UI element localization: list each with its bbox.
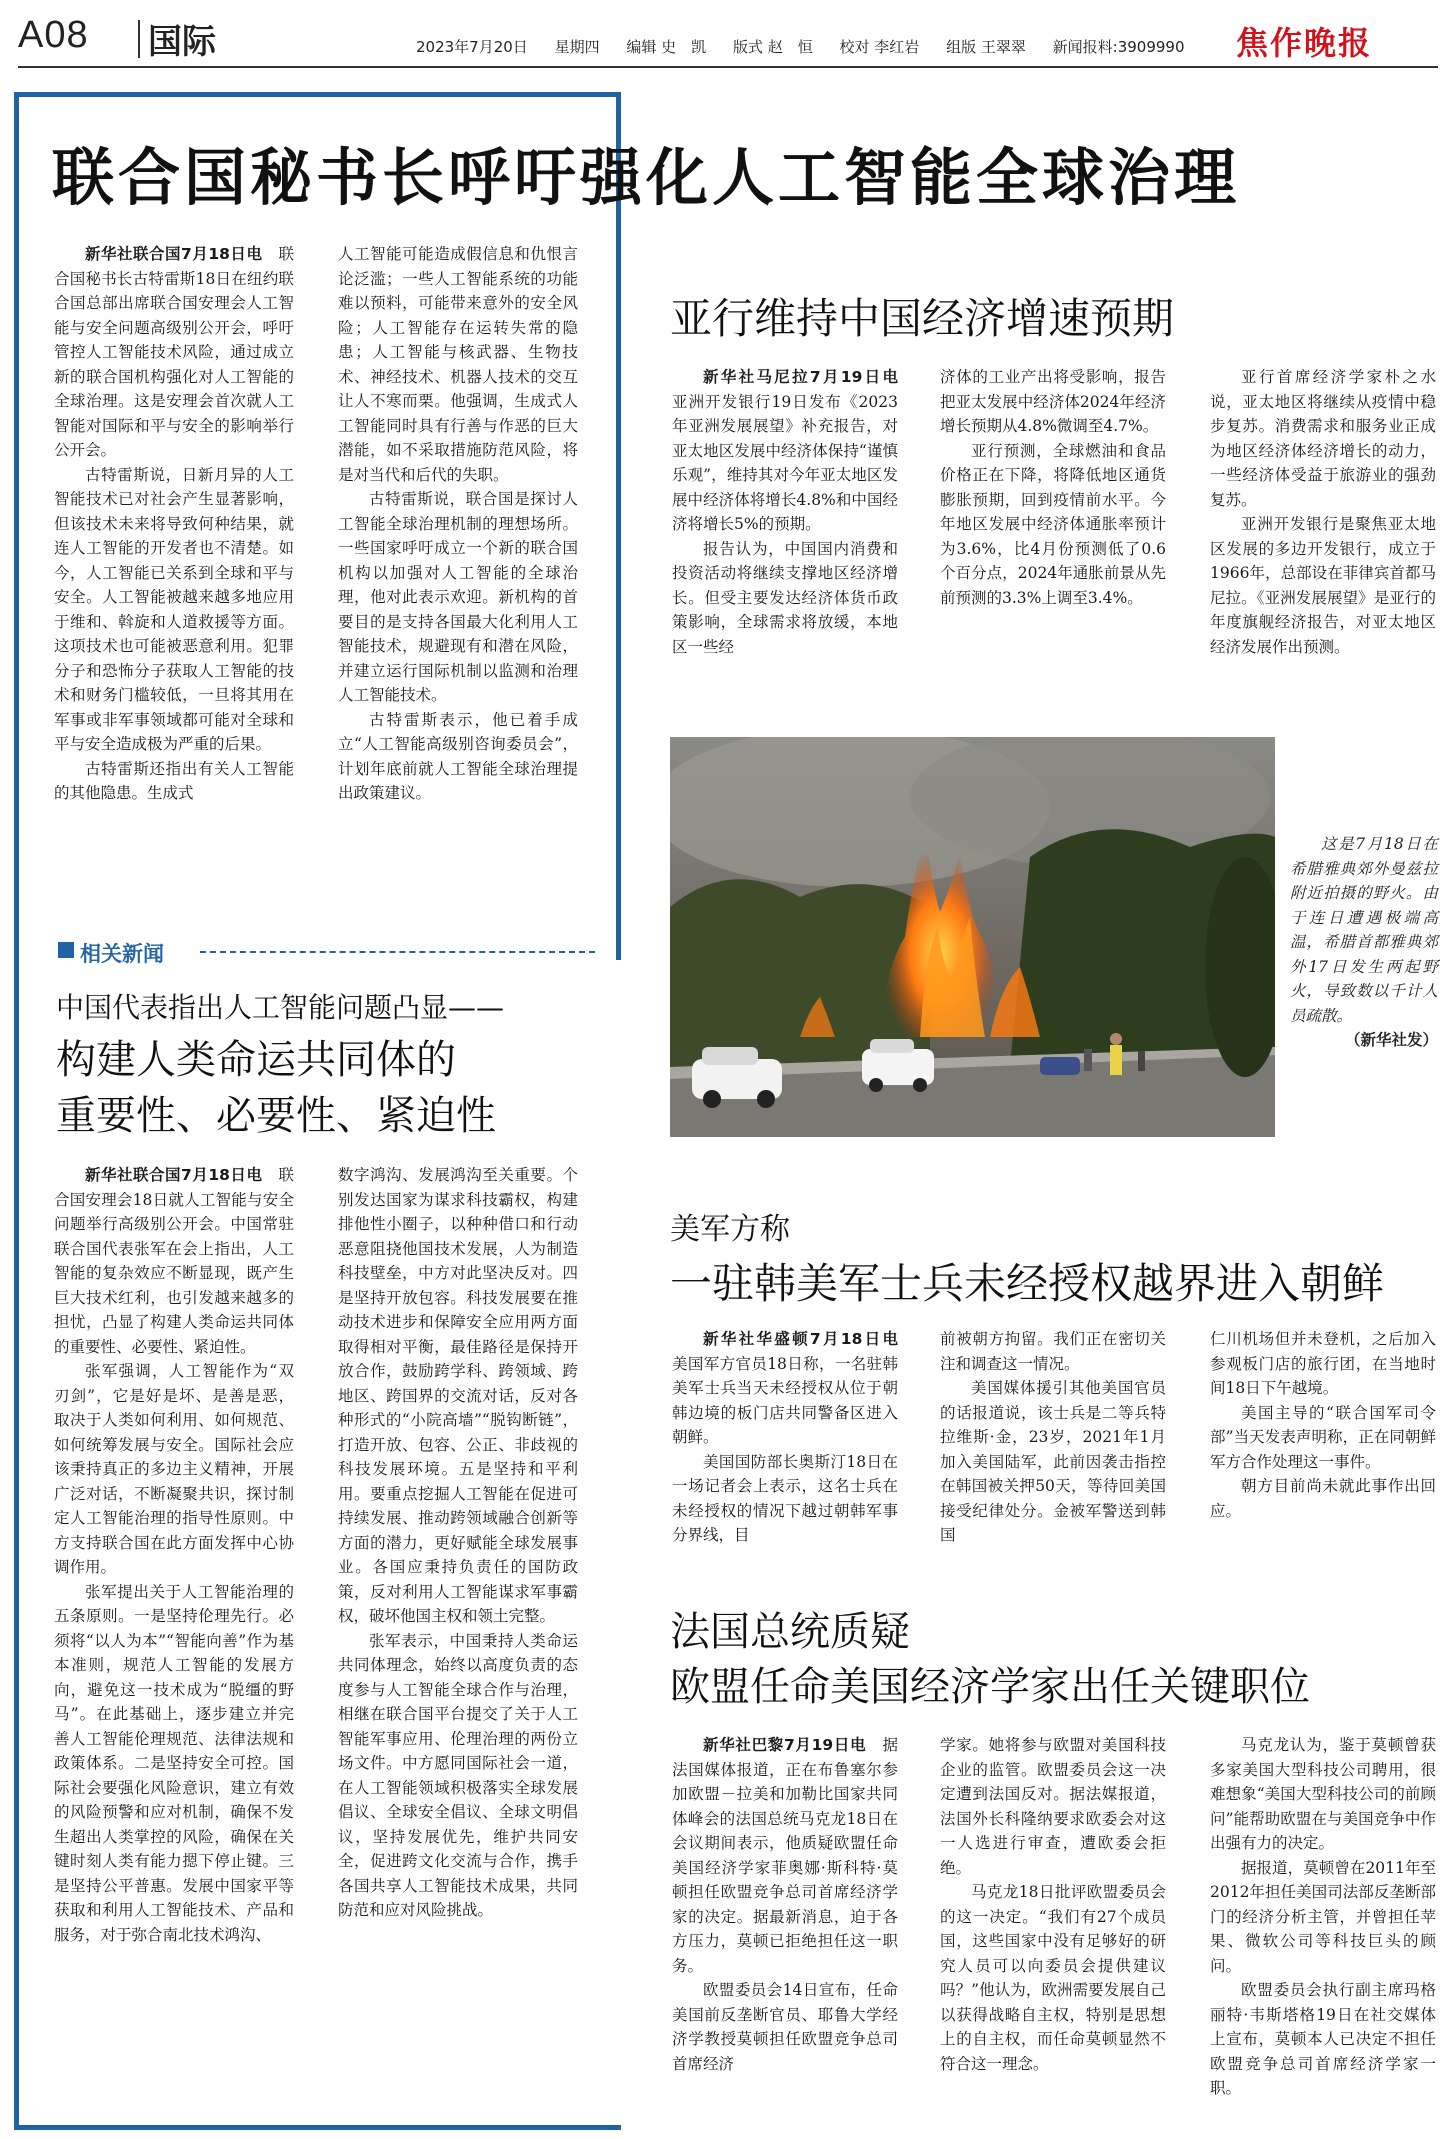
usk-kicker: 美军方称 [670, 1212, 790, 1247]
usk-col3-para3: 朝方目前尚未就此事作出回应。 [1210, 1477, 1436, 1520]
main-col2-para2: 古特雷斯说，联合国是探讨人工智能全球治理机制的理想场所。一些国家呼吁成立一个新的联合国机构以加强对人工智能的全球治理，他对此表示欢迎。新机构的首要目的是支持各国最大化利用人工智能技术，规避现有和潜在风险，并建立运行国际机制以监测和治理人工智能技术。 [338, 490, 578, 704]
header-info [416, 36, 1207, 57]
usk-article-col2 [940, 1327, 1166, 1548]
related-dateline: 新华社联合国7月18日电 [85, 1166, 263, 1184]
adb-col3-para2: 亚洲开发银行是聚焦亚太地区发展的多边开发银行，成立于1966年，总部设在菲律宾首都马尼拉。《亚洲发展展望》是亚行的年度旗舰经济报告，对亚太地区经济发展作出预测。 [1210, 515, 1436, 656]
usk-headline: 一驻韩美军士兵未经授权越界进入朝鲜 [670, 1259, 1385, 1308]
usk-col1-para2: 美国国防部长奥斯汀18日在一场记者会上表示，这名士兵在未经授权的情况下越过朝韩军事分界线，目 [672, 1452, 898, 1544]
fr-article-col1 [672, 1733, 898, 2076]
issue-date: 2023年7月20日 [416, 38, 528, 56]
fr-article-col2 [940, 1733, 1166, 2076]
main-dateline: 新华社联合国7月18日电 [85, 245, 263, 263]
main-col1-para1: 联合国秘书长古特雷斯18日在纽约联合国总部出席联合国安理会人工智能与安全问题高级别公开会，呼吁管控人工智能技术风险，通过成立新的联合国机构强化对人工智能的全球治理。这是安理会首次就人工智能对国际和平与安全的影响举行公开会。 [54, 245, 294, 459]
wildfire-photo-image [670, 737, 1275, 1137]
related-news-dashline [200, 951, 595, 953]
group-credit: 组版 王翠翠 [946, 38, 1026, 56]
header-divider [138, 20, 140, 58]
fr-headline-line1: 法国总统质疑 [670, 1609, 910, 1655]
adb-article-col1 [672, 365, 898, 659]
newspaper-logo: 焦作晚报 [1236, 24, 1373, 62]
fr-headline-line2: 欧盟任命美国经济学家出任关键职位 [670, 1664, 1310, 1710]
layout-credit: 版式 赵 恒 [732, 38, 813, 56]
frame-border-right [616, 92, 621, 960]
fr-dateline: 新华社巴黎7月19日电 [703, 1736, 867, 1754]
adb-col3-para1: 亚行首席经济学家朴之水说，亚太地区将继续从疫情中稳步复苏。消费需求和服务业正成为地区经济体经济增长的动力，一些经济体受益于旅游业的强劲复苏。 [1210, 368, 1436, 509]
usk-col3-para2: 美国主导的“联合国军司令部”当天发表声明称，正在同朝鲜军方合作处理这一事件。 [1210, 1403, 1436, 1471]
adb-article-col3 [1210, 365, 1436, 659]
fr-col2-para1: 学家。她将参与欧盟对美国科技企业的监管。欧盟委员会这一决定遭到法国反对。据法媒报道，法国外长科隆纳要求欧委会对这一人选进行审查，遭欧委会拒绝。 [940, 1736, 1166, 1877]
fr-col3-para1: 马克龙认为，鉴于莫顿曾获多家美国大型科技公司聘用，很难想象“美国大型科技公司的前顾问”能帮助欧盟在与美国竞争中作出强有力的决定。 [1210, 1736, 1436, 1852]
related-col1-para2: 张军强调，人工智能作为“双刃剑”，它是好是坏、是善是恶，取决于人类如何利用、如何规范、如何统筹发展与安全。国际社会应该秉持真正的多边主义精神，开展广泛对话，不断凝聚共识，探讨制定人工智能治理的指导性原则。中方支持联合国在此方面发挥中心协调作用。 [54, 1362, 294, 1576]
weekday: 星期四 [554, 38, 600, 56]
related-kicker: 中国代表指出人工智能问题凸显—— [56, 991, 505, 1024]
fr-col3-para2: 据报道，莫顿曾在2011年至2012年担任美国司法部反垄断部门的经济分析主管，并曾担任苹果、微软公司等科技巨头的顾问。 [1210, 1858, 1436, 1975]
usk-col2-para2: 美国媒体援引其他美国官员的话报道说，该士兵是二等兵特拉维斯·金，23岁，2021年1月加入美国陆军，此前因袭击指控在韩国被关押50天，等待回美国接受纪律处分。金被军警送到韩国 [940, 1379, 1166, 1544]
main-col1-para3: 古特雷斯还指出有关人工智能的其他隐患。生成式 [54, 759, 294, 802]
fr-article-col3 [1210, 1733, 1436, 2101]
main-article-col2 [338, 242, 578, 806]
usk-dateline: 新华社华盛顿7月18日电 [703, 1330, 898, 1348]
usk-article-col3 [1210, 1327, 1436, 1523]
main-col2-para1: 人工智能可能造成假信息和仇恨言论泛滥；一些人工智能系统的功能难以预料，可能带来意外的安全风险；人工智能存在运转失常的隐患；人工智能与核武器、生物技术、神经技术、机器人技术的交互让人不寒而栗。他强调，生成式人工智能同时具有行善与作恶的巨大潜能，如不采取措施防范风险，将是对当代和后代的失职。 [338, 245, 578, 484]
fr-col1-para2: 欧盟委员会14日宣布，任命美国前反垄断官员、耶鲁大学经济学教授莫顿担任欧盟竞争总司首席经济 [672, 1981, 898, 2073]
header-rule [18, 66, 1438, 68]
photo-credit: （新华社发） [1344, 1030, 1438, 1049]
related-title-line2: 重要性、必要性、紧迫性 [56, 1093, 496, 1139]
main-col1-para2: 古特雷斯说，日新月异的人工智能技术已对社会产生显著影响，但该技术未来将导致何种结果，就连人工智能的开发者也不清楚。如今，人工智能已关系到全球和平与安全。人工智能被越来越多地应用于维和、斡旋和人道救援等方面。这项技术也可能被恶意利用。犯罪分子和恐怖分子获取人工智能的技术和财务门槛较低，一旦将其用在军事或非军事领域都可能对全球和平与安全造成极为严重的后果。 [54, 465, 294, 753]
photo-caption-text: 这是7月18日在希腊雅典郊外曼兹拉附近拍摄的野火。由于连日遭遇极端高温，希腊首都雅典郊外17日发生两起野火，导致数以千计人员疏散。 [1290, 835, 1438, 1025]
fr-col2-para2: 马克龙18日批评欧盟委员会的这一决定。“我们有27个成员国，这些国家中没有足够好的研究人员可以向委员会提供建议吗？”他认为，欧洲需要发展自己以获得战略自主权，特别是思想上的自主权，而任命莫顿显然不符合这一理念。 [940, 1883, 1166, 2073]
section-name: 国际 [148, 22, 216, 62]
adb-col2-para1: 济体的工业产出将受影响，报告把亚太发展中经济体2024年经济增长预期从4.8%微调至4.7%。 [940, 368, 1166, 435]
related-title-line1: 构建人类命运共同体的 [56, 1037, 456, 1083]
photo-caption [1290, 832, 1438, 1053]
main-col2-para3: 古特雷斯表示，他已着手成立“人工智能高级别咨询委员会”，计划年底前就人工智能全球治理提出政策建议。 [338, 710, 578, 802]
adb-col1-para1: 亚洲开发银行19日发布《2023年亚洲发展展望》补充报告，对亚太地区发展中经济体保持“谨慎乐观”，维持其对今年亚太地区发展中经济体将增长4.8%和中国经济将增长5%的预期。 [672, 392, 898, 533]
usk-col3-para1: 仁川机场但并未登机，之后加入参观板门店的旅行团，在当地时间18日下午越境。 [1210, 1330, 1436, 1397]
main-headline: 联合国秘书长呼吁强化人工智能全球治理 [52, 141, 1241, 214]
editor-credit: 编辑 史 凯 [626, 38, 707, 56]
adb-article-col2 [940, 365, 1166, 610]
page-number: A08 [18, 14, 89, 56]
usk-col1-para1: 美国军方官员18日称，一名驻韩美军士兵当天未经授权从位于朝韩边境的板门店共同警备区进入朝鲜。 [672, 1354, 898, 1446]
frame-border-top [14, 92, 621, 97]
fr-col1-para1: 据法国媒体报道，正在布鲁塞尔参加欧盟－拉美和加勒比国家共同体峰会的法国总统马克龙18日在会议期间表示，他质疑欧盟任命美国经济学家菲奥娜·斯科特·莫顿担任欧盟竞争总司首席经济学家的决定。据最新消息，迫于各方压力，莫顿已拒绝担任这一职务。 [672, 1736, 898, 1975]
related-col1-para1: 联合国安理会18日就人工智能与安全问题举行高级别公开会。中国常驻联合国代表张军在会上指出，人工智能的复杂效应不断显现，既产生巨大技术红利，也引发越来越多的担忧，凸显了构建人类命运共同体的重要性、必要性、紧迫性。 [54, 1166, 294, 1356]
related-article-col1 [54, 1163, 294, 1947]
main-article-col1 [54, 242, 294, 806]
adb-headline: 亚行维持中国经济增速预期 [670, 294, 1175, 343]
related-news-tag: 相关新闻 [80, 942, 164, 966]
fr-col3-para3: 欧盟委员会执行副主席玛格丽特·韦斯塔格19日在社交媒体上宣布，莫顿本人已决定不担任欧盟竞争总司首席经济学家一职。 [1210, 1981, 1436, 2097]
adb-col2-para2: 亚行预测，全球燃油和食品价格正在下降，将降低地区通货膨胀预期，回到疫情前水平。今年地区发展中经济体通胀率预计为3.6%，比4月份预测低了0.6个百分点，2024年通胀前景从先前预测的3.3%上调至3.4%。 [940, 441, 1166, 607]
related-news-marker [58, 942, 74, 958]
adb-col1-para2: 报告认为，中国国内消费和投资活动将继续支撑地区经济增长。但受主要发达经济体货币政策影响，全球需求将放缓，本地区一些经 [672, 539, 898, 656]
frame-border-left [14, 92, 19, 2130]
related-col2-para2: 张军表示，中国秉持人类命运共同体理念，始终以高度负责的态度参与人工智能全球合作与治理，相继在联合国平台提交了关于人工智能军事应用、伦理治理的两份立场文件。中方愿同国际社会一道，在人工智能领域积极落实全球发展倡议、全球安全倡议、全球文明倡议，坚持发展优先，维护共同安全，促进跨文化交流与合作，携手各国共享人工智能技术成果，共同防范和应对风险挑战。 [338, 1631, 578, 1919]
news-hotline: 新闻报料:3909990 [1052, 38, 1185, 56]
related-col2-para1: 数字鸿沟、发展鸿沟至关重要。个别发达国家为谋求科技霸权，构建排他性小圈子，以种种借口和行动恶意阻挠他国技术发展，人为制造科技壁垒，中方对此坚决反对。四是坚持开放包容。科技发展要在推动技术进步和保障安全应用两方面取得相对平衡，最佳路径是保持开放合作，鼓励跨学科、跨领域、跨地区、跨国界的交流对话，反对各种形式的“小院高墙”“脱钩断链”，打造开放、包容、公正、非歧视的科技发展环境。五是坚持和平利用。要重点挖掘人工智能在促进可持续发展、推动跨领域融合创新等方面的潜力，更好赋能全球发展事业。各国应秉持负责任的国防政策，反对利用人工智能谋求军事霸权，破坏他国主权和领土完整。 [338, 1166, 578, 1625]
wildfire-photo [670, 737, 1275, 1137]
related-article-col2 [338, 1163, 578, 1923]
proof-credit: 校对 李红岩 [839, 38, 920, 56]
adb-dateline: 新华社马尼拉7月19日电 [703, 368, 898, 386]
frame-border-bottom [14, 2125, 621, 2130]
usk-col2-para1: 前被朝方拘留。我们正在密切关注和调查这一情况。 [940, 1330, 1166, 1373]
usk-article-col1 [672, 1327, 898, 1548]
related-col1-para3: 张军提出关于人工智能治理的五条原则。一是坚持伦理先行。必须将“以人为本”“智能向善”作为基本准则，规范人工智能的发展方向，避免这一技术成为“脱缰的野马”。在此基础上，逐步建立并完善人工智能伦理规范、法律法规和政策体系。二是坚持安全可控。国际社会要强化风险意识，建立有效的风险预警和应对机制，确保不发生超出人类掌控的风险，确保在关键时刻人类有能力摁下停止键。三是坚持公平普惠。发展中国家平等获取和利用人工智能技术、产品和服务，对于弥合南北技术鸿沟、 [54, 1582, 294, 1944]
